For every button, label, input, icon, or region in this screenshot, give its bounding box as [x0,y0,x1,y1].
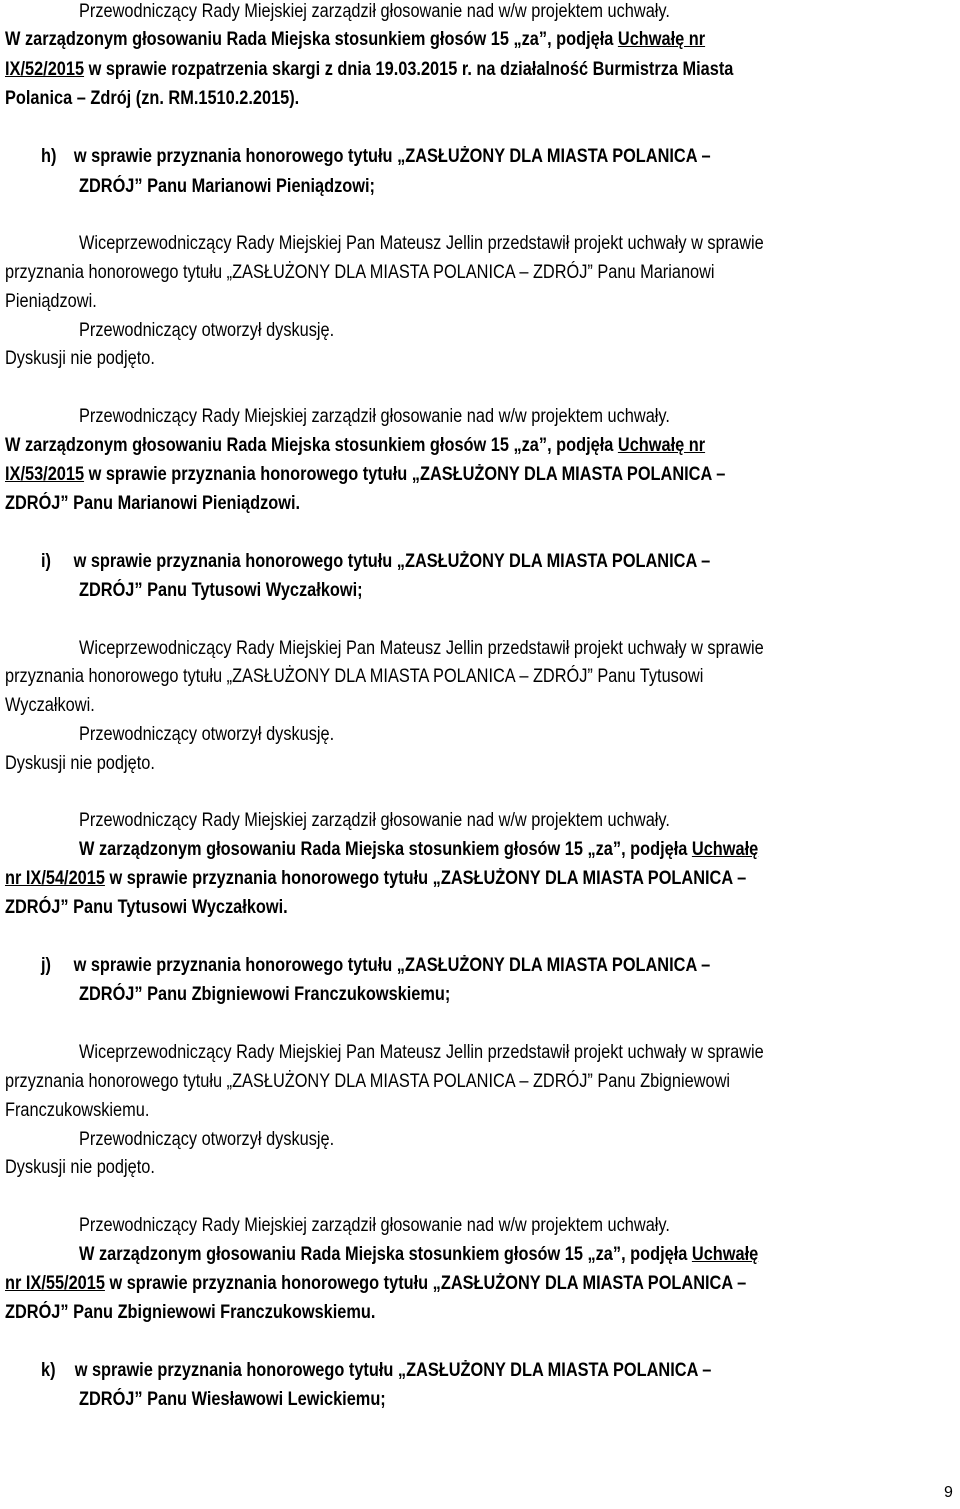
discussion-opened: Przewodniczący otworzył dyskusję. [79,1129,335,1150]
body-line: Wiceprzewodniczący Rady Miejskiej Pan Mateusz Jellin przedstawił projekt uchwały w sprawie [79,233,764,254]
body-line: przyznania honorowego tytułu „ZASŁUŻONY DLA MIASTA POLANICA – ZDRÓJ” Panu Zbigniewowi [5,1071,731,1092]
no-discussion: Dyskusji nie podjęto. [5,348,155,369]
resolution-line: ZDRÓJ” Panu Tytusowi Wyczałkowi. [5,897,288,918]
section-title-cont: ZDRÓJ” Panu Tytusowi Wyczałkowi; [79,580,363,601]
resolution-line [5,28,951,52]
body-line: Wyczałkowi. [5,695,95,716]
discussion-opened: Przewodniczący otworzył dyskusję. [79,724,335,745]
vote-announcement: Przewodniczący Rady Miejskiej zarządził głosowanie nad w/w projektem uchwały. [79,1215,670,1236]
resolution-text: W zarządzonym głosowaniu Rada Miejska stosunkiem głosów 15 „za”, podjęła Uchwałę nr [5,29,706,50]
section-heading-j [41,954,827,978]
vote-announcement: Przewodniczący Rady Miejskiej zarządził głosowanie nad w/w projektem uchwały. [79,810,670,831]
resolution-line: nr IX/55/2015 w sprawie przyznania honorowego tytułu „ZASŁUŻONY DLA MIASTA POLANICA – [5,1273,747,1294]
body-line: Wiceprzewodniczący Rady Miejskiej Pan Mateusz Jellin przedstawił projekt uchwały w sprawie [79,1042,764,1063]
vote-announcement: Przewodniczący Rady Miejskiej zarządził głosowanie nad w/w projektem uchwały. [79,406,670,427]
body-line: przyznania honorowego tytułu „ZASŁUŻONY DLA MIASTA POLANICA – ZDRÓJ” Panu Marianowi [5,262,715,283]
resolution-line: Polanica – Zdrój (zn. RM.1510.2.2015). [5,88,300,109]
section-heading-h [41,145,827,169]
section-heading-k [41,1359,827,1383]
resolution-line: W zarządzonym głosowaniu Rada Miejska stosunkiem głosów 15 „za”, podjęła Uchwałę nr [5,435,706,456]
no-discussion: Dyskusji nie podjęto. [5,753,155,774]
section-title: w sprawie przyznania honorowego tytułu „ZASŁUŻONY DLA MIASTA POLANICA – [73,955,711,976]
resolution-line: IX/52/2015 w sprawie rozpatrzenia skargi z dnia 19.03.2015 r. na działalność Burmistrza Miasta [5,59,734,80]
section-letter: j) [41,955,51,976]
resolution-line: nr IX/54/2015 w sprawie przyznania honorowego tytułu „ZASŁUŻONY DLA MIASTA POLANICA – [5,868,747,889]
page-number: 9 [944,1484,953,1501]
body-line: Franczukowskiemu. [5,1100,150,1121]
no-discussion: Dyskusji nie podjęto. [5,1157,155,1178]
section-title-cont: ZDRÓJ” Panu Marianowi Pieniądzowi; [79,176,375,197]
resolution-line: ZDRÓJ” Panu Marianowi Pieniądzowi. [5,493,301,514]
resolution-line: W zarządzonym głosowaniu Rada Miejska stosunkiem głosów 15 „za”, podjęła Uchwałę [79,839,759,860]
section-heading-i [41,550,827,574]
resolution-line: W zarządzonym głosowaniu Rada Miejska stosunkiem głosów 15 „za”, podjęła Uchwałę [79,1244,759,1265]
section-title-cont: ZDRÓJ” Panu Wiesławowi Lewickiemu; [79,1389,386,1410]
body-line: Wiceprzewodniczący Rady Miejskiej Pan Mateusz Jellin przedstawił projekt uchwały w sprawie [79,638,764,659]
section-letter: h) [41,146,57,167]
resolution-line: IX/53/2015 w sprawie przyznania honorowego tytułu „ZASŁUŻONY DLA MIASTA POLANICA – [5,464,726,485]
section-letter: k) [41,1360,56,1381]
body-line: przyznania honorowego tytułu „ZASŁUŻONY DLA MIASTA POLANICA – ZDRÓJ” Panu Tytusowi [5,666,704,687]
section-letter: i) [41,551,51,572]
body-line: Pieniądzowi. [5,291,97,312]
section-title-cont: ZDRÓJ” Panu Zbigniewowi Franczukowskiemu; [79,984,451,1005]
vote-announcement: Przewodniczący Rady Miejskiej zarządził głosowanie nad w/w projektem uchwały. [79,1,670,22]
section-title: w sprawie przyznania honorowego tytułu „ZASŁUŻONY DLA MIASTA POLANICA – [73,551,711,572]
resolution-line: ZDRÓJ” Panu Zbigniewowi Franczukowskiemu. [5,1302,376,1323]
section-title: w sprawie przyznania honorowego tytułu „ZASŁUŻONY DLA MIASTA POLANICA – [74,1360,712,1381]
discussion-opened: Przewodniczący otworzył dyskusję. [79,320,335,341]
section-title: w sprawie przyznania honorowego tytułu „ZASŁUŻONY DLA MIASTA POLANICA – [73,146,711,167]
